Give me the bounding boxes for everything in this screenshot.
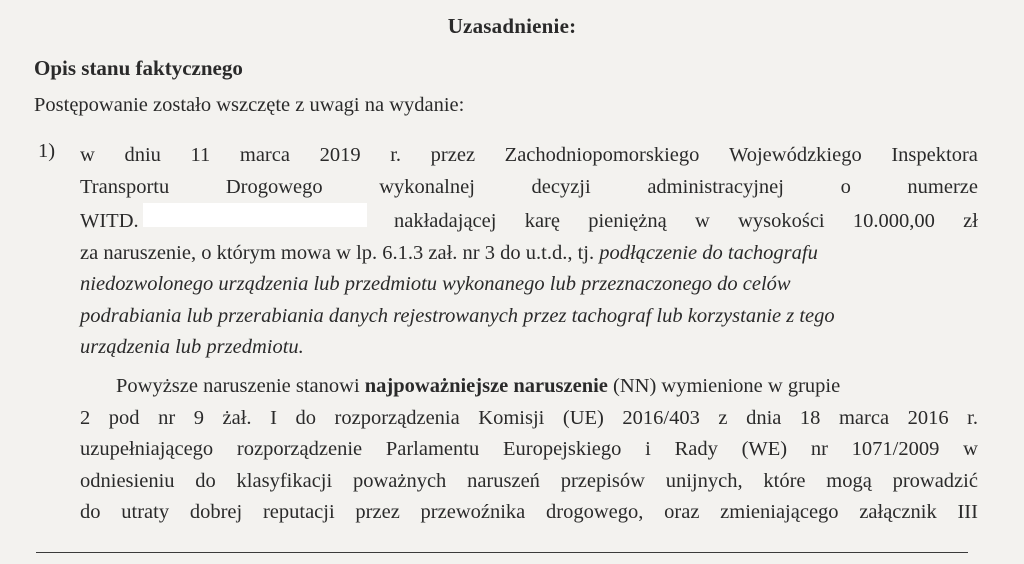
word: nr xyxy=(158,406,176,429)
document-heading: Uzasadnienie: xyxy=(447,14,577,38)
word: do xyxy=(295,406,316,429)
item-line-3-words xyxy=(394,206,978,238)
redacted-decision-number xyxy=(143,203,367,227)
word: uzupełniającego xyxy=(80,438,214,460)
word: załącznik xyxy=(859,501,937,523)
word: 1071/2009 xyxy=(851,438,940,460)
item-line-7: urządzenia lub przedmiotu. xyxy=(80,336,304,358)
word: Transportu xyxy=(80,175,170,198)
para2-line-4 xyxy=(80,466,978,498)
word: III xyxy=(957,501,978,523)
word: do xyxy=(195,469,216,492)
word: wykonalnej xyxy=(379,175,475,198)
word: wysokości xyxy=(738,210,825,232)
word: I xyxy=(270,406,277,429)
word: karę xyxy=(524,210,560,232)
list-item-number: 1) xyxy=(38,140,56,162)
word: pieniężną xyxy=(588,210,667,232)
word: numerze xyxy=(907,175,978,198)
word: 10.000,00 xyxy=(852,210,935,232)
word: dniu xyxy=(124,144,161,166)
item-line-4 xyxy=(80,238,978,270)
word: 2019 xyxy=(319,144,361,166)
decision-number-prefix: WITD. xyxy=(80,210,139,232)
word: przez xyxy=(430,144,476,166)
word: przez xyxy=(355,501,400,523)
word: przepisów xyxy=(560,469,645,492)
para2-line-1-b: (NN) wymienione w grupie xyxy=(607,375,841,397)
word: z xyxy=(718,406,728,429)
word: rozporządzenia xyxy=(334,406,460,429)
word: 2016/403 xyxy=(622,406,700,429)
word: odniesieniu xyxy=(80,469,175,492)
word: żał. xyxy=(222,406,252,429)
word: Rady xyxy=(674,438,718,460)
word: unijnych, xyxy=(665,469,743,492)
word: przewoźnika xyxy=(420,501,526,523)
list-item-body xyxy=(80,140,978,364)
word: nr xyxy=(810,438,828,460)
item-line-4-plain: za naruszenie, o którym mowa w lp. 6.1.3 zał. nr 3 do u.t.d., tj. xyxy=(80,241,600,264)
word: dnia xyxy=(746,406,782,429)
word: utraty xyxy=(121,501,170,523)
item-line-3 xyxy=(80,203,978,238)
para2-bold-term: najpoważniejsze naruszenie xyxy=(364,375,608,397)
item-line-4-italic: podłączenie do tachografu xyxy=(599,241,818,264)
paragraph-2 xyxy=(80,371,978,529)
word: Wojewódzkiego xyxy=(729,144,862,166)
word: drogowego, xyxy=(546,501,644,523)
word: (WE) xyxy=(741,438,788,460)
intro-paragraph: Postępowanie zostało wszczęte z uwagi na wydanie: xyxy=(34,94,465,116)
word: w xyxy=(963,438,978,460)
word: prowadzić xyxy=(892,469,978,492)
word: (UE) xyxy=(562,406,604,429)
word: klasyfikacji xyxy=(236,469,333,492)
word: Europejskiego xyxy=(502,438,622,460)
section-title: Opis stanu faktycznego xyxy=(34,56,243,80)
word: pod xyxy=(108,406,140,429)
word: r. xyxy=(390,144,402,166)
word: i xyxy=(645,438,651,460)
word: do xyxy=(80,501,101,523)
word: reputacji xyxy=(262,501,335,523)
word: dobrej xyxy=(189,501,243,523)
para2-line-5 xyxy=(80,497,978,529)
word: marca xyxy=(239,144,290,166)
word: poważnych xyxy=(352,469,447,492)
word: Zachodniopomorskiego xyxy=(504,144,700,166)
item-line-1 xyxy=(80,140,978,172)
word: marca xyxy=(838,406,890,429)
word: 2016 xyxy=(907,406,949,429)
word: administracyjnej xyxy=(647,175,784,198)
para2-line-3 xyxy=(80,434,978,466)
word: 2 xyxy=(80,406,91,429)
footnote-separator xyxy=(36,552,968,553)
item-line-6: podrabiania lub przerabiania danych rejestrowanych przez tachograf lub korzystanie z tego xyxy=(80,304,835,327)
item-line-2 xyxy=(80,172,978,204)
word: mogą xyxy=(826,469,872,492)
word: decyzji xyxy=(531,175,591,198)
word: które xyxy=(763,469,806,492)
item-line-5: niedozwolonego urządzenia lub przedmiotu wykonanego lub przeznaczonego do celów xyxy=(80,273,791,295)
word: zł xyxy=(963,210,978,232)
word: Inspektora xyxy=(891,144,978,166)
word: Drogowego xyxy=(225,175,323,198)
word: w xyxy=(695,210,710,232)
word: Parlamentu xyxy=(385,438,480,460)
word: Komisji xyxy=(478,406,545,429)
word: o xyxy=(840,175,851,198)
para2-line-1-a: Powyższe naruszenie stanowi xyxy=(116,375,365,397)
word: oraz xyxy=(664,501,700,523)
word: w xyxy=(80,144,95,166)
para2-line-1 xyxy=(80,371,978,403)
word: zmieniającego xyxy=(720,501,839,523)
word: 9 xyxy=(193,406,204,429)
word: 11 xyxy=(190,144,211,166)
word: nakładającej xyxy=(394,210,497,232)
word: r. xyxy=(967,406,978,429)
word: naruszeń xyxy=(467,469,540,492)
para2-line-2 xyxy=(80,403,978,435)
word: 18 xyxy=(799,406,821,429)
word: rozporządzenie xyxy=(236,438,363,460)
